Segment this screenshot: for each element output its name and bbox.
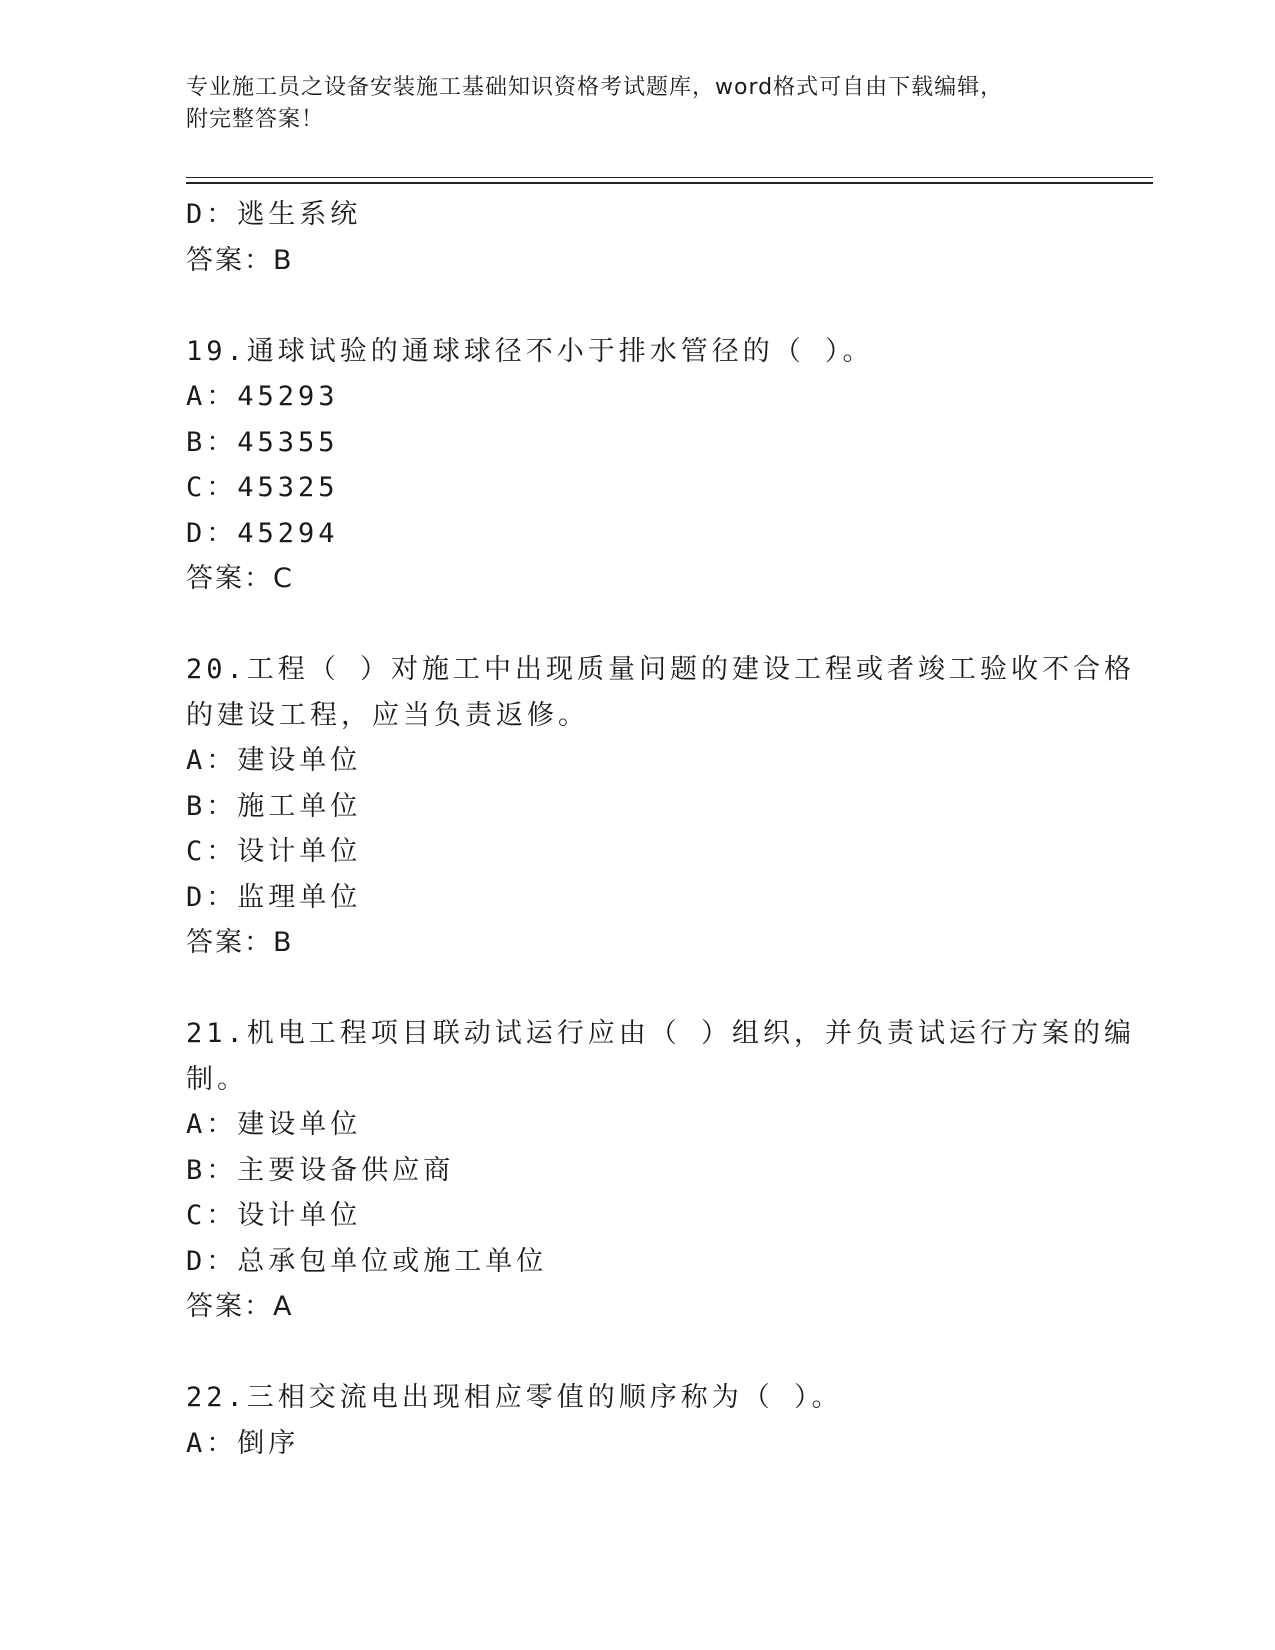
question-list [186, 192, 1136, 1466]
option-d: D：总承包单位或施工单位 [186, 1245, 548, 1277]
option-c: C：设计单位 [186, 1200, 362, 1231]
question-stem: 22.三相交流电出现相应零值的顺序称为（ ）。 [186, 1382, 843, 1413]
question-stem-line-1: 20.工程（ ）对施工中出现质量问题的建设工程或者竣工验收不合格 [186, 654, 1136, 685]
header-divider-thick [186, 182, 1153, 184]
option-c: C：45325 [186, 472, 339, 503]
question-22 [186, 1375, 1086, 1466]
option-c: C：设计单位 [186, 836, 362, 867]
question-stem-line-2: 制。 [186, 1063, 248, 1095]
option-d: D：监理单位 [186, 881, 362, 913]
option-a: A：建设单位 [186, 745, 362, 776]
question-21 [186, 1011, 1136, 1330]
answer-line: 答案：B [186, 244, 294, 276]
question-19 [186, 329, 1086, 602]
option-a: A：45293 [186, 381, 339, 412]
header-title-line-1: 专业施工员之设备安装施工基础知识资格考试题库，word格式可自由下载编辑， [186, 75, 1004, 100]
header-divider-thin [186, 177, 1153, 178]
question-stem-line-2: 的建设工程，应当负责返修。 [186, 699, 589, 731]
answer-line: 答案：C [186, 563, 294, 594]
answer-line: 答案：B [186, 927, 294, 958]
question-stem-line-1: 21.机电工程项目联动试运行应由（ ）组织，并负责试运行方案的编 [186, 1018, 1136, 1049]
answer-line: 答案：A [186, 1291, 294, 1322]
header-title-line-2: 附完整答案！ [186, 107, 325, 132]
option-d: D：逃生系统 [186, 199, 362, 230]
option-a: A：建设单位 [186, 1109, 362, 1140]
option-d: D：45294 [186, 517, 339, 549]
option-b: B：主要设备供应商 [186, 1154, 455, 1186]
option-a: A：倒序 [186, 1427, 300, 1459]
option-b: B：45355 [186, 426, 339, 458]
option-b: B：施工单位 [186, 790, 362, 822]
question-20 [186, 647, 1136, 966]
document-header [186, 72, 1086, 136]
question-stem: 19.通球试验的通球球径不小于排水管径的（ ）。 [186, 335, 874, 367]
